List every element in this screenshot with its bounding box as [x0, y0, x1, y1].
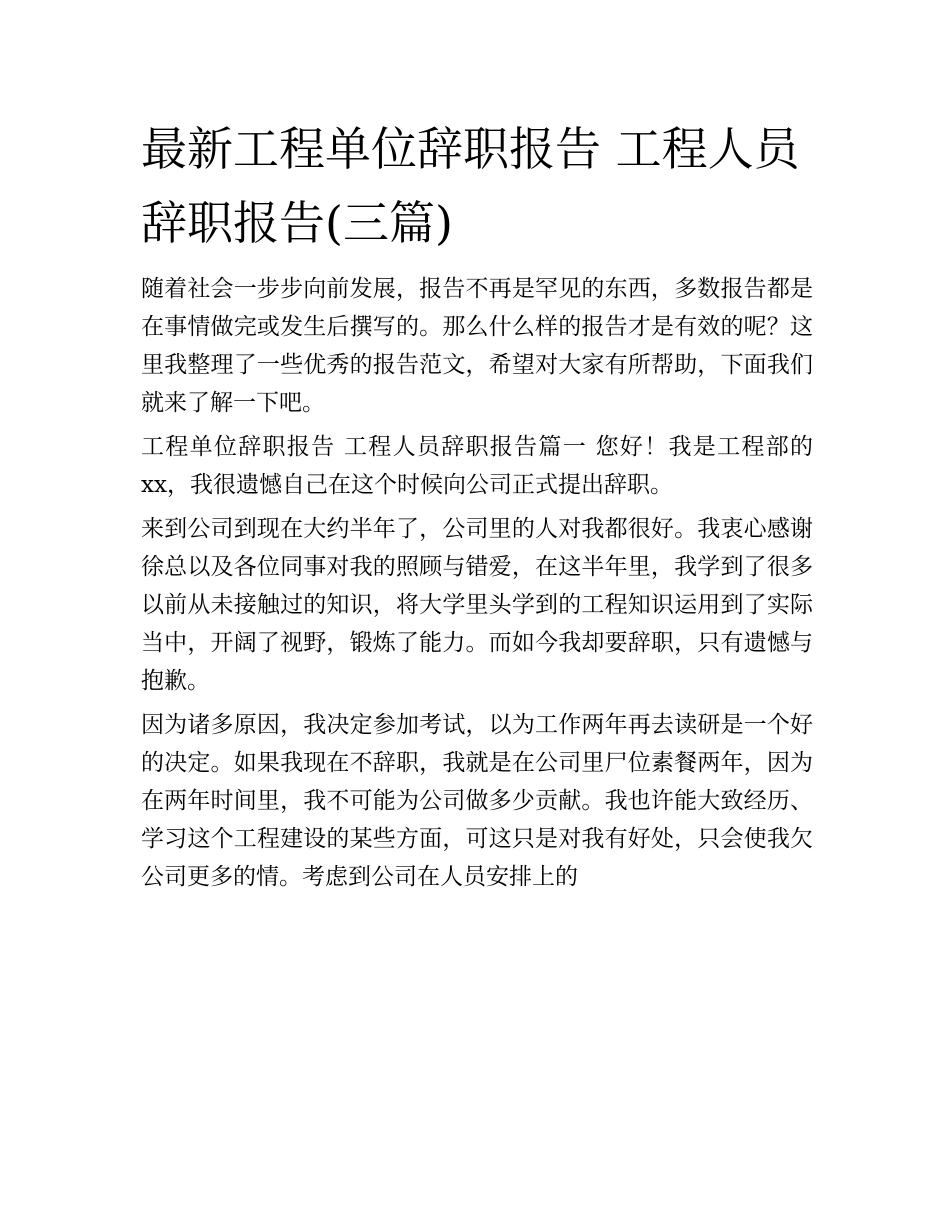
paragraph-greeting: 工程单位辞职报告 工程人员辞职报告篇一 您好！我是工程部的xx，我很遗憾自己在这个时候向公司正式提出辞职。 — [141, 434, 813, 498]
paragraph-reason: 因为诸多原因，我决定参加考试，以为工作两年再去读研是一个好的决定。如果我现在不辞职，我就是在公司里尸位素餐两年，因为在两年时间里，我不可能为公司做多少贡献。我也许能大致经历、学习这个工程建设的某些方面，可这只是对我有好处，只会使我欠公司更多的情。考虑到公司在人员安排上的 — [141, 712, 813, 890]
document-page — [141, 112, 813, 896]
paragraph-gratitude: 来到公司到现在大约半年了，公司里的人对我都很好。我衷心感谢徐总以及各位同事对我的照顾与错爱，在这半年里，我学到了很多以前从未接触过的知识，将大学里头学到的工程知识运用到了实际当中，开阔了视野，锻炼了能力。而如今我却要辞职，只有遗憾与抱歉。 — [141, 516, 813, 694]
document-title: 最新工程单位辞职报告 工程人员辞职报告(三篇) — [141, 122, 800, 250]
paragraph-intro: 随着社会一步步向前发展，报告不再是罕见的东西，多数报告都是在事情做完或发生后撰写的。那么什么样的报告才是有效的呢？这里我整理了一些优秀的报告范文，希望对大家有所帮助，下面我们就来了解一下吧。 — [141, 276, 813, 416]
